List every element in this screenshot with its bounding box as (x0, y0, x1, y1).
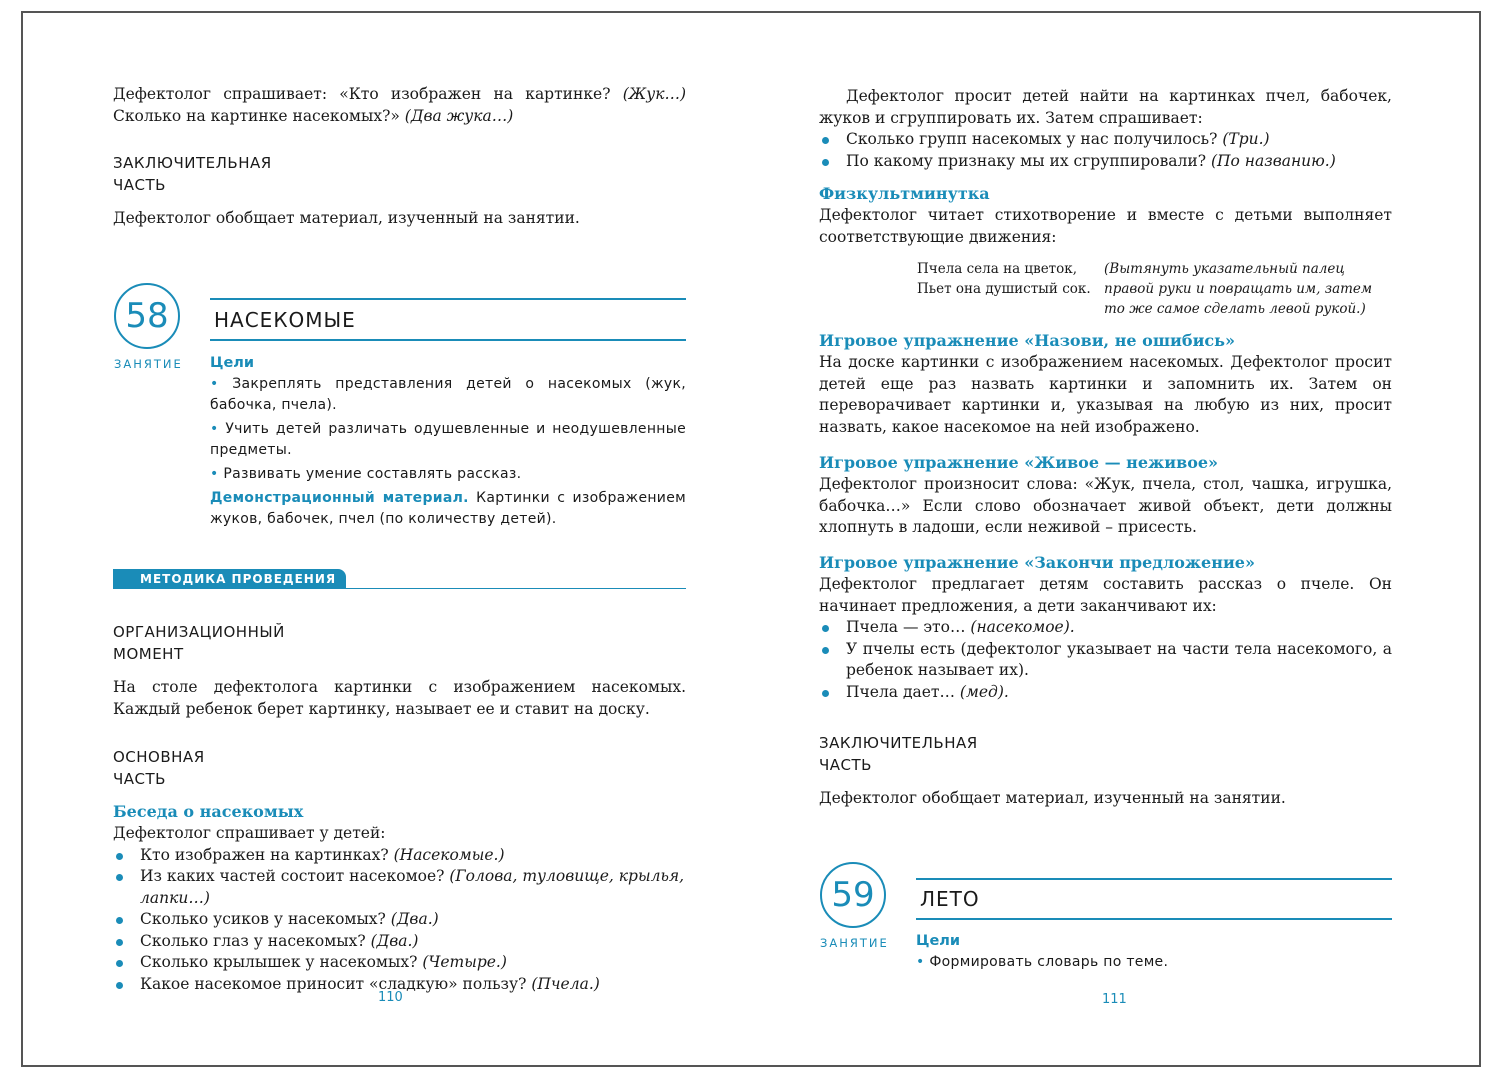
exercise-1-heading: Игровое упражнение «Назови, не ошибись» (819, 331, 1236, 350)
list-item: У пчелы есть (дефектолог указывает на части тела насекомого, а ребенок называет их). (819, 639, 1392, 682)
lesson-title: НАСЕКОМЫЕ (214, 308, 356, 332)
fizk-text: Дефектолог читает стихотворение и вместе с детьми выполняет соответствующие движения: (819, 206, 1392, 246)
final-heading-left: ЗАКЛЮЧИТЕЛЬНАЯ ЧАСТЬ (113, 154, 272, 194)
exercise-2-heading: Игровое упражнение «Живое — неживое» (819, 453, 1219, 472)
list-item: Сколько крылышек у насекомых? (Четыре.) (113, 952, 686, 974)
exercise-2-text: Дефектолог произносит слова: «Жук, пчела, стол, чашка, игрушка, бабочка…» Если слово обозначает живой объект, дети должны хлопнуть в ладоши, если неживой – присесть. (819, 475, 1392, 536)
exercise-3-list (819, 617, 1392, 703)
lesson-title: ЛЕТО (920, 887, 980, 911)
org-text: На столе дефектолога картинки с изображением насекомых. Каждый ребенок берет картинку, называет ее и ставит на доску. (113, 678, 686, 718)
title-rule-bottom (210, 339, 686, 341)
goal-item: • Формировать словарь по теме. (916, 954, 1169, 970)
final-text-left: Дефектолог обобщает материал, изученный на занятии. (113, 209, 580, 227)
talk-list (113, 845, 686, 996)
org-heading: ОРГАНИЗАЦИОННЫЙ МОМЕНТ (113, 623, 285, 663)
list-item: Какое насекомое приносит «сладкую» пользу? (Пчела.) (113, 974, 686, 996)
exercise-1-text: На доске картинки с изображением насекомых. Дефектолог просит детей еще раз назвать картинки и запомнить их. Затем он переворачивает картинки и, указывая на любую из них, просит назвать, какое насекомое на ней изображено. (819, 353, 1392, 436)
method-tab: МЕТОДИКА ПРОВЕДЕНИЯ (113, 569, 346, 589)
right-page (750, 0, 1500, 1081)
exercise-3 (819, 552, 1392, 703)
fizk-heading: Физкультминутка (819, 184, 990, 203)
group-list (819, 129, 1392, 172)
group-block (819, 86, 1392, 172)
main-heading: ОСНОВНАЯ ЧАСТЬ (113, 748, 205, 788)
list-item: Кто изображен на картинках? (Насекомые.) (113, 845, 686, 867)
list-item: Сколько усиков у насекомых? (Два.) (113, 909, 686, 931)
goals-block (210, 355, 686, 530)
goal-item: • Развивать умение составлять рассказ. (210, 466, 522, 482)
page-number-left: 110 (378, 990, 403, 1005)
talk-intro: Дефектолог спрашивает у детей: (113, 824, 386, 842)
goal-item: • Учить детей различать одушевленные и неодушевленные предметы. (210, 421, 686, 458)
final-heading-right: ЗАКЛЮЧИТЕЛЬНАЯ ЧАСТЬ (819, 734, 978, 774)
list-item: Сколько групп насекомых у нас получилось? (Три.) (819, 129, 1392, 151)
lesson-label: ЗАНЯТИЕ (114, 357, 183, 371)
goals-heading: Цели (210, 355, 255, 371)
list-item: Пчела — это… (насекомое). (819, 617, 1392, 639)
exercise-2 (819, 452, 1392, 539)
lesson-number-58: 58 (114, 283, 180, 349)
poem-lines: Пчела села на цветок, Пьет она душистый сок. (917, 261, 1091, 297)
lesson-label: ЗАНЯТИЕ (820, 936, 889, 950)
fizk-block (819, 183, 1392, 248)
exercise-3-text: Дефектолог предлагает детям составить рассказ о пчеле. Он начинает предложения, а дети заканчивают их: (819, 575, 1392, 615)
demo-material: Демонстрационный материал. Картинки с изображением жуков, бабочек, пчел (по количеству детей). (210, 490, 686, 527)
title-rule-bottom (916, 918, 1392, 920)
intro-question: Дефектолог спрашивает: «Кто изображен на картинке? (Жук…) Сколько на картинке насекомых?» (Два жука…) (113, 85, 686, 125)
poem-note: (Вытянуть указательный палец правой руки и повращать им, затем то же самое сделать левой рукой.) (1104, 261, 1373, 317)
lesson-number-59: 59 (820, 862, 886, 928)
talk-block (113, 801, 686, 995)
method-rule (113, 588, 686, 589)
exercise-1 (819, 330, 1392, 438)
goals-heading: Цели (916, 933, 961, 949)
goal-item: • Закреплять представления детей о насекомых (жук, бабочка, пчела). (210, 376, 686, 413)
title-rule-top (210, 298, 686, 300)
poem (917, 259, 1397, 319)
exercise-3-heading: Игровое упражнение «Закончи предложение» (819, 553, 1255, 572)
list-item: По какому признаку мы их сгруппировали? (По названию.) (819, 151, 1392, 173)
final-text-right: Дефектолог обобщает материал, изученный на занятии. (819, 789, 1286, 807)
list-item: Пчела дает… (мед). (819, 682, 1392, 704)
group-text: Дефектолог просит детей найти на картинках пчел, бабочек, жуков и сгруппировать их. Затем спрашивает: (819, 87, 1392, 127)
title-rule-top (916, 878, 1392, 880)
list-item: Сколько глаз у насекомых? (Два.) (113, 931, 686, 953)
list-item: Из каких частей состоит насекомое? (Голова, туловище, крылья, лапки…) (113, 866, 686, 909)
goals-block-59 (916, 933, 1392, 973)
talk-heading: Беседа о насекомых (113, 802, 304, 821)
page-number-right: 111 (1102, 992, 1127, 1007)
